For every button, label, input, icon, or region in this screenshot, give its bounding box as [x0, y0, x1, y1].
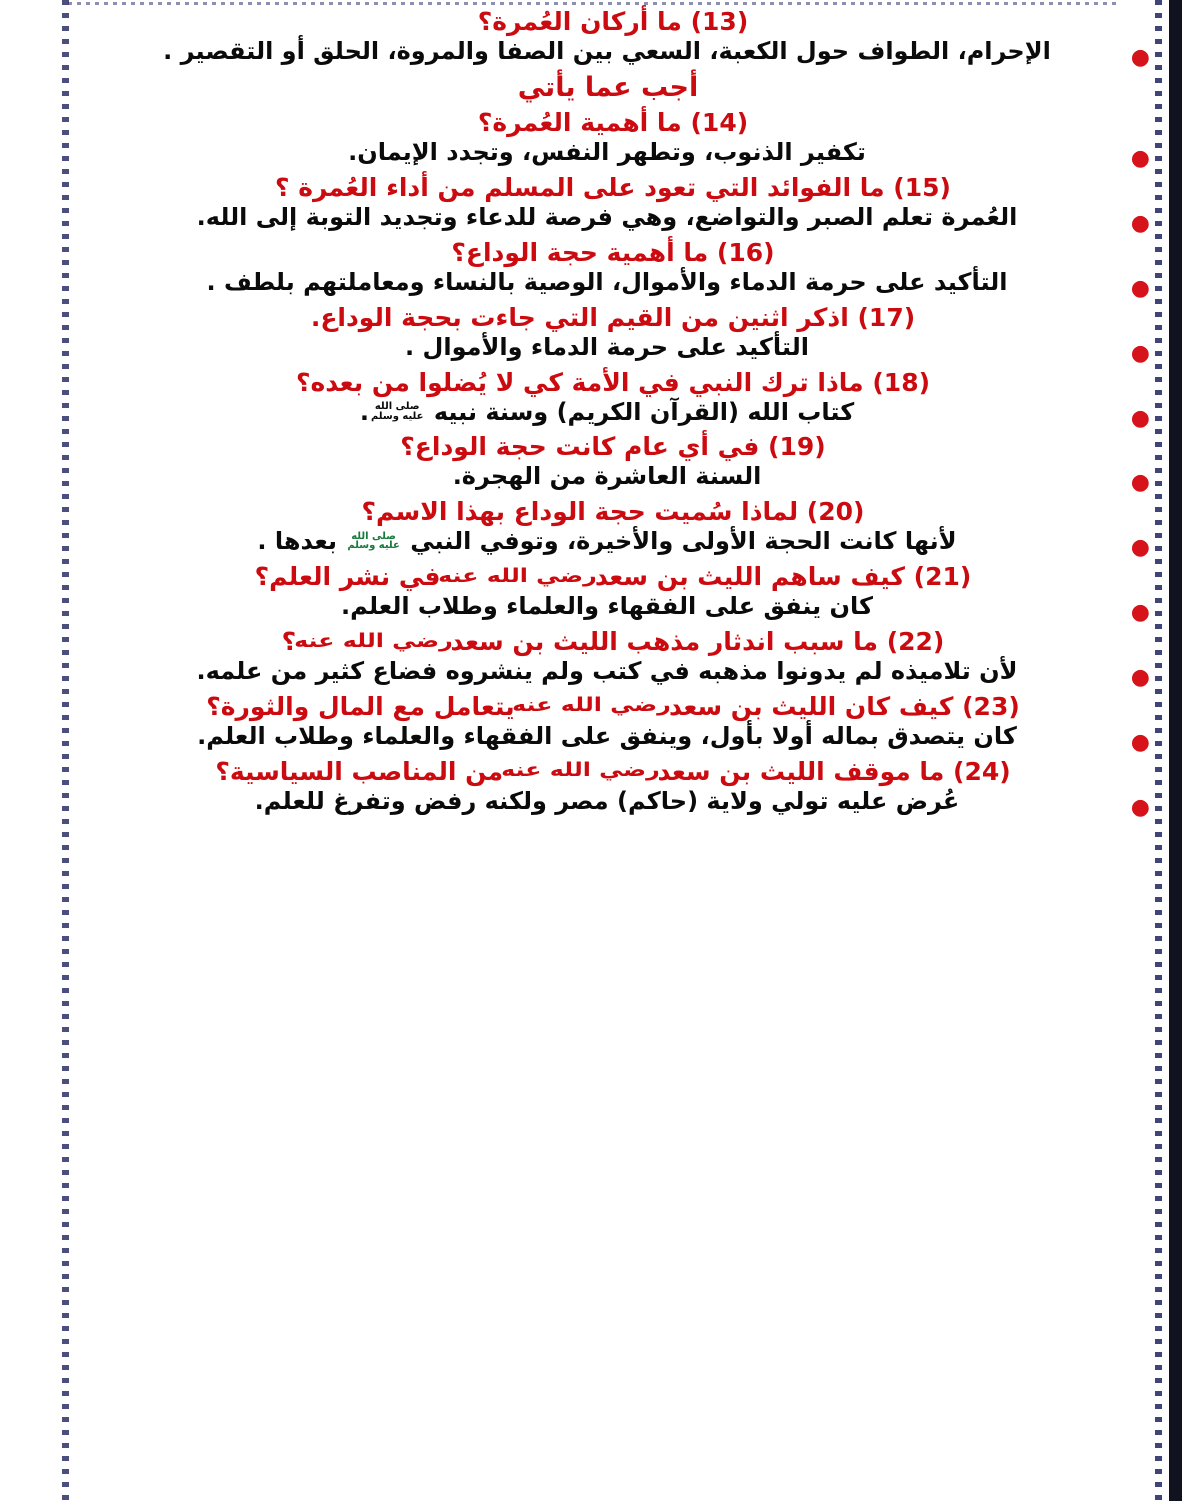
answer-15-text: العُمرة تعلم الصبر والتواضع، وهي فرصة للدعاء وتجديد التوبة إلى الله. — [196, 202, 1018, 231]
honorific-line-2: عليه وسلم — [347, 540, 400, 552]
question-16: (16) ما أهمية حجة الوداع؟ — [451, 237, 775, 267]
worksheet-content — [78, 7, 1150, 820]
question-24 — [78, 758, 1148, 786]
bullet-icon: ● — [1130, 146, 1150, 172]
question-23-text-before: (23) كيف كان الليث بن سعد — [668, 691, 1020, 721]
answer-15 — [78, 202, 1150, 236]
answer-13-text: الإحرام، الطواف حول الكعبة، السعي بين الصفا والمروة، الحلق أو التقصير . — [163, 37, 1051, 65]
bullet-icon: ● — [1130, 535, 1150, 561]
honorific-line-1: صلى الله — [374, 401, 420, 413]
question-14: (14) ما أهمية العُمرة؟ — [477, 108, 749, 138]
right-decorative-border — [1155, 0, 1162, 1501]
answer-20-text-before: لأنها كانت الحجة الأولى والأخيرة، وتوفي النبي — [410, 527, 957, 556]
radiyallahu-anhu-icon: رضي الله عنه — [500, 759, 660, 782]
top-decorative-border — [68, 2, 1120, 5]
answer-17-text: التأكيد على حرمة الدماء والأموال . — [405, 332, 809, 361]
question-17: (17) اذكر اثنين من القيم التي جاءت بحجة الوداع. — [310, 302, 916, 332]
answer-19-text: السنة العاشرة من الهجرة. — [452, 462, 762, 491]
sallallahu-alayhi-wasallam-icon — [371, 402, 424, 421]
answer-20-text-after: بعدها . — [257, 527, 337, 556]
question-18: (18) ماذا ترك النبي في الأمة كي لا يُضلوا من بعده؟ — [295, 367, 931, 397]
bullet-icon: ● — [1130, 794, 1150, 820]
section-heading: أجب عما يأتي — [517, 71, 699, 103]
bullet-icon: ● — [1130, 665, 1150, 691]
answer-22-text: لأن تلاميذه لم يدونوا مذهبه في كتب ولم ينشروه فضاع كثير من علمه. — [196, 657, 1018, 686]
honorific-line-1: صلى الله — [351, 530, 396, 542]
honorific-line-2: عليه وسلم — [370, 410, 424, 422]
radiyallahu-anhu-icon: رضي الله عنه — [293, 629, 453, 652]
bullet-icon: ● — [1130, 600, 1150, 626]
bullet-icon: ● — [1130, 210, 1150, 236]
answer-16 — [78, 267, 1150, 301]
answer-24-text: عُرض عليه تولي ولاية (حاكم) مصر ولكنه رفض وتفرغ للعلم. — [254, 786, 960, 815]
question-22 — [78, 628, 1148, 656]
question-19: (19) في أي عام كانت حجة الوداع؟ — [400, 432, 826, 462]
question-21-text-before: (21) كيف ساهم الليث بن سعد — [594, 562, 972, 592]
question-24-text-before: (24) ما موقف الليث بن سعد — [657, 756, 1011, 786]
question-21-text-after: في نشر العلم؟ — [254, 562, 441, 592]
answer-23 — [78, 721, 1150, 755]
answer-23-text: كان يتصدق بماله أولا بأول، وينفق على الفقهاء والعلماء وطلاب العلم. — [197, 721, 1017, 750]
bullet-icon: ● — [1130, 340, 1150, 366]
bullet-icon: ● — [1130, 729, 1150, 755]
answer-18 — [78, 397, 1150, 431]
left-decorative-border — [62, 0, 69, 1501]
question-13: (13) ما أركان العُمرة؟ — [477, 7, 749, 36]
answer-14 — [78, 138, 1150, 172]
question-22-text-after: ؟ — [281, 627, 297, 657]
answer-14-text: تكفير الذنوب، وتطهر النفس، وتجدد الإيمان. — [348, 138, 866, 167]
question-15: (15) ما الفوائد التي تعود على المسلم من أداء العُمرة ؟ — [275, 172, 951, 202]
answer-24 — [78, 786, 1150, 820]
bullet-icon: ● — [1130, 275, 1150, 301]
answer-16-text: التأكيد على حرمة الدماء والأموال، الوصية بالنساء ومعاملتهم بلطف . — [206, 267, 1008, 296]
radiyallahu-anhu-icon: رضي الله عنه — [512, 694, 672, 717]
answer-21 — [78, 592, 1150, 626]
answer-20 — [78, 527, 1150, 561]
question-23 — [78, 693, 1148, 721]
question-24-text-after: من المناصب السياسية؟ — [215, 756, 504, 786]
sallallahu-alayhi-wasallam-icon — [347, 532, 400, 551]
answer-19 — [78, 462, 1150, 496]
question-20: (20) لماذا سُميت حجة الوداع بهذا الاسم؟ — [361, 497, 865, 527]
radiyallahu-anhu-icon: رضي الله عنه — [438, 564, 598, 587]
answer-18-text-after: . — [359, 397, 369, 426]
answer-22 — [78, 657, 1150, 691]
answer-18-text-before: كتاب الله (القرآن الكريم) وسنة نبيه — [433, 397, 855, 426]
bullet-icon: ● — [1130, 45, 1150, 70]
bullet-icon: ● — [1130, 470, 1150, 496]
question-22-text-before: (22) ما سبب اندثار مذهب الليث بن سعد — [450, 627, 945, 657]
answer-13 — [78, 37, 1150, 70]
answer-21-text: كان ينفق على الفقهاء والعلماء وطلاب العلم. — [341, 592, 873, 621]
bullet-icon: ● — [1130, 405, 1150, 431]
right-solid-bar — [1169, 0, 1182, 1501]
question-21 — [78, 563, 1148, 591]
question-23-text-after: يتعامل مع المال والثورة؟ — [206, 691, 515, 721]
answer-17 — [78, 332, 1150, 366]
